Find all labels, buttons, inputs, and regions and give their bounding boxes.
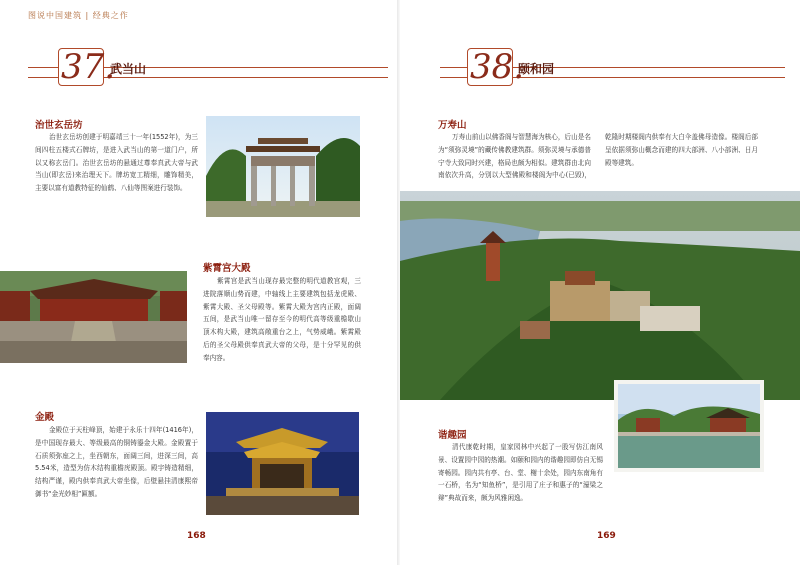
section-title-xiequyuan: 谐趣园 bbox=[438, 430, 467, 441]
section-text-wanshoushan: 万寿山前山以佛香阁与智慧海为核心，后山是名为“须弥灵境”的藏传佛教建筑群。须弥灵境与承德普宁寺大致同时兴建，格局也颇为相似。建筑群由北向南依次升高，分别以大型佛殿和楼阁为中心(已毁)，乾隆时期楼阁内供奉有大白伞盖佛母造像。楼阁后部呈依据须弥山概念而建的四大部洲、八小部洲、日月殿等建筑。 bbox=[438, 133, 758, 180]
running-head: 图说中国建筑 | 经典之作 bbox=[28, 11, 129, 20]
page-number-right: 169 bbox=[597, 531, 616, 541]
photo-summer-palace-aerial bbox=[400, 191, 800, 400]
section-title-jindian: 金殿 bbox=[35, 412, 55, 423]
photo-zixiao-hall bbox=[0, 271, 187, 363]
section-text-xuanyue: 治世玄岳坊创建于明嘉靖三十一年(1552年)，为三间四柱五楼式石牌坊，是进入武当山的第一道门户，所以又称玄岳门。治世玄岳坊的悬通过尊奉真武大帝与武当山(即玄岳)来治理天下。牌坊宽工精细，雕饰精美，主要以富有道教特征的仙鹤、八仙等图案进行装饰。 bbox=[35, 133, 198, 193]
photo-golden-hall bbox=[206, 412, 359, 515]
section-title-zixiao: 紫霄宫大殿 bbox=[203, 263, 251, 274]
chapter-number: 37. bbox=[61, 47, 116, 87]
right-page bbox=[400, 0, 800, 565]
section-text-zixiao: 紫霄宫是武当山现存最完整的明代道教宫观，三进院落顺山势而建，中轴线上主要建筑包括龙虎殿、紫霄大殿、圣父母殿等。紫霄大殿为宫内正殿，面阔五间，是武当山唯一留存至今的明代高等级重檐歇山顶木构大殿，建筑高敞重台之上，气势威峨。紫霄殿后的圣父母殿供奉真武大帝的父母，是十分罕见的供奉内容。 bbox=[203, 277, 361, 362]
chapter-title: 武当山 bbox=[110, 62, 147, 76]
photo-xiequyuan-garden bbox=[614, 380, 764, 472]
page-number-left: 168 bbox=[187, 531, 206, 541]
section-title-wanshoushan: 万寿山 bbox=[438, 120, 467, 131]
chapter-title-right: 颐和园 bbox=[518, 62, 555, 76]
section-text-xiequyuan: 清代康乾时期，皇家园林中兴起了一股写仿江南风景、设置园中园的热潮。如颐和园内的谐趣园即仿自无锡寄畅园。园内共有亭、台、堂、榭十余处，园内东南角有一石桥，名为“知鱼桥”，是引用了庄子和惠子的“濠梁之辩”典故而来，颇为风雅闲逸。 bbox=[438, 443, 603, 503]
chapter-number-right: 38. bbox=[470, 47, 525, 87]
photo-xuanyue-gate bbox=[206, 116, 360, 217]
section-text-jindian: 金殿位于天柱峰顶，始建于永乐十四年(1416年)，是中国现存最大、等级最高的铜铸鎏金大殿。金殿置于石质须弥座之上，坐西朝东，面阔三间，进深三间，高5.54米，造型为仿木结构重檐庑殿顶。殿宇铸造精细，结构严谨，殿内供奉真武大帝坐像，后壁悬挂清康熙帝御书“金光妙相”匾额。 bbox=[35, 426, 198, 498]
section-title-xuanyue: 治世玄岳坊 bbox=[35, 120, 83, 131]
